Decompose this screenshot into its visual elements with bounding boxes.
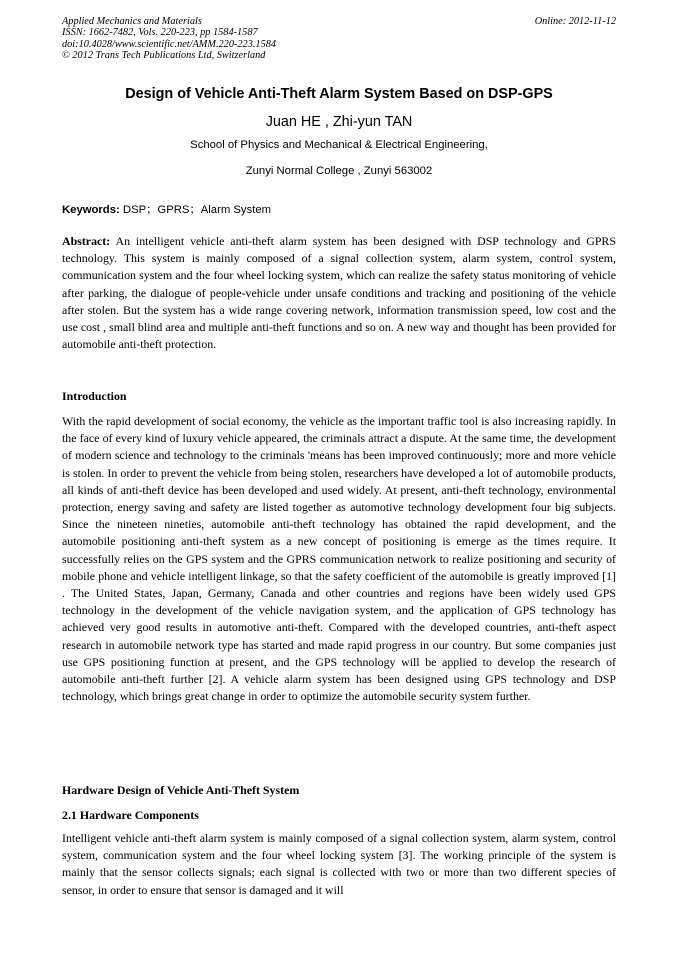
affiliation-line-2: Zunyi Normal College , Zunyi 563002: [245, 165, 433, 177]
hardware-design-heading: Hardware Design of Vehicle Anti-Theft System: [62, 783, 300, 797]
issn-line: ISSN: 1662-7482, Vols. 220-223, pp 1584-1587: [62, 27, 258, 39]
introduction-heading: Introduction: [62, 389, 127, 403]
abstract-label: Abstract:: [62, 234, 111, 248]
keywords-label: Keywords:: [62, 204, 120, 216]
journal-header: [62, 16, 616, 62]
affiliation-line-1: School of Physics and Mechanical & Electrical Engineering,: [190, 139, 488, 151]
journal-name: Applied Mechanics and Materials: [62, 16, 202, 27]
authors: Juan HE , Zhi-yun TAN: [265, 114, 413, 130]
keywords: [62, 203, 616, 217]
introduction-text: With the rapid development of social economy, the vehicle as the important traffic tool is also increasing rapidly. In the face of every kind of luxury vehicle appeared, the criminals attract a dispute. At the same time, the development of modern science and technology to the criminals 'means has been improved continuously; more and more vehicle is stolen. In order to prevent the vehicle from being stolen, researchers have developed a lot of automobile products, all kinds of anti-theft device has been developed and used widely. At present, anti-theft technology, environmental protection, energy saving and safety are listed together as automotive technology development four big subjects. Since the nineteen nineties, automobile anti-theft technology has obtained the rapid development, and the automobile positioning anti-theft system as a new concept of positioning is emerge as the times require. It successfully relies on the GPS system and the GPRS communication network to realize positioning and security of mobile phone and vehicle intelligent linkage, so that the safety coefficient of the automobile is greatly improved [1] . The United States, Japan, Germany, Canada and other countries and regions have been widely used GPS technology in the development of the vehicle navigation system, and the application of GPS technology has achieved very good results in automotive anti-theft. Compared with the developed countries, anti-theft aspect research in automobile network type has started and made rapid progress in our country. But some companies just use GPS positioning function at present, and the GPS technology will be applied to develop the research of automobile anti-theft further [2]. A vehicle alarm system has been designed using GPS technology and DSP technology, which brings great change in order to optimize the automobile security system further.: [62, 414, 616, 704]
keywords-value: DSP；GPRS；Alarm System: [122, 204, 272, 216]
copyright-line: © 2012 Trans Tech Publications Ltd, Switzerland: [62, 50, 266, 62]
abstract-text: An intelligent vehicle anti-theft alarm system has been designed with DSP technology and GPRS technology. This system is mainly composed of a signal collection system, alarm system, control system, communication system and the four wheel locking system, which can realize the safety status monitoring of vehicle after parking, the dialogue of people-vehicle under unsafe conditions and tracking and positioning of the vehicle after stolen. But the system has a wide range covering network, information transmission speed, low cost and the use cost , small blind area and multiple anti-theft functions and so on. A new way and thought has been provided for automobile anti-theft protection.: [62, 234, 616, 352]
doi-line: doi:10.4028/www.scientific.net/AMM.220-223.1584: [62, 38, 277, 50]
hardware-components-text: Intelligent vehicle anti-theft alarm system is mainly composed of a signal collection system, alarm system, control system, communication system and the four wheel locking system [3]. The working principle of the system is mainly that the sensor collects signals; each signal is collected with two or more than two different species of sensor, in order to ensure that sensor is damaged and it will: [62, 831, 616, 897]
abstract: [62, 233, 616, 353]
hardware-components-heading: 2.1 Hardware Components: [62, 808, 199, 822]
online-date: Online: 2012-11-12: [534, 16, 616, 27]
paper-title: Design of Vehicle Anti-Theft Alarm System Based on DSP-GPS: [125, 86, 553, 102]
